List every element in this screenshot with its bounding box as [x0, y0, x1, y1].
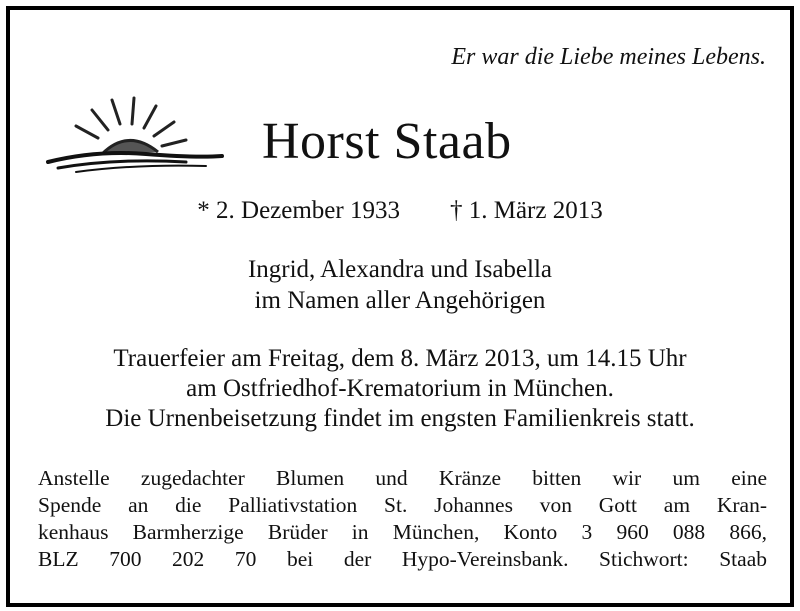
- ceremony-line: Trauerfeier am Freitag, dem 8. März 2013, um 14.15 Uhr: [113, 345, 687, 372]
- motto: Er war die Liebe meines Lebens.: [451, 44, 766, 70]
- family-signature: [10, 254, 790, 316]
- ceremony-line: am Ostfriedhof-Krematorium in München.: [186, 375, 614, 402]
- deceased-name: Horst Staab: [262, 113, 512, 170]
- death-date: † 1. März 2013: [449, 197, 603, 224]
- donation-line: BLZ 700 202 70 bei der Hypo-Vereinsbank. Stichwort: Staab: [38, 547, 767, 571]
- donation-line: kenhaus Barmherzige Brüder in München, Konto 3 960 088 866,: [38, 520, 767, 544]
- donation-request: [38, 465, 767, 573]
- donation-line: Anstelle zugedachter Blumen und Kränze bitten wir um eine: [38, 466, 767, 490]
- donation-line: Spende an die Palliativstation St. Johannes von Gott am Kran-: [38, 493, 767, 517]
- ceremony-line: Die Urnenbeisetzung findet im engsten Familienkreis statt.: [105, 405, 695, 432]
- obituary-notice: [6, 6, 794, 607]
- birth-date: * 2. Dezember 1933: [197, 197, 400, 224]
- family-line: im Namen aller Angehörigen: [254, 287, 546, 314]
- ceremony-details: [10, 344, 790, 434]
- life-dates: [10, 196, 790, 226]
- rising-sun-icon: [36, 92, 226, 182]
- family-line: Ingrid, Alexandra und Isabella: [247, 256, 553, 283]
